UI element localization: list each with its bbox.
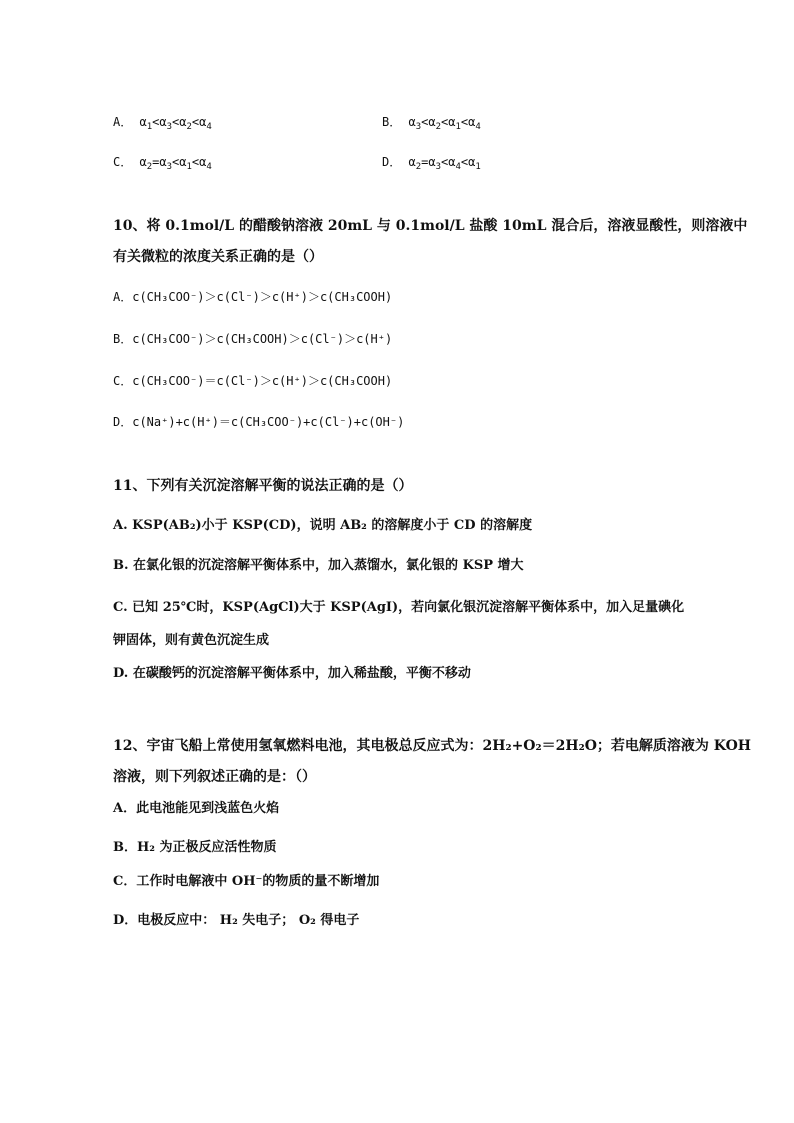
q12-option-b: B．H₂ 为正极反应活性物质 [113, 840, 277, 855]
q11-option-c-line2: 钾固体，则有黄色沉淀生成 [113, 633, 270, 648]
q12-option-a: A．此电池能见到浅蓝色火焰 [113, 801, 280, 816]
q9-option-b: B． $\alpha_3<\alpha_2<\alpha_1<\alpha_4$ [382, 115, 481, 132]
q10-option-c: C．c(CH₃COO⁻)＝c(Cl⁻)＞c(H⁺)＞c(CH₃COOH) [113, 374, 393, 388]
q10-stem-line2: 有关微粒的浓度关系正确的是（） [113, 249, 323, 265]
q11-option-b: B. 在氯化银的沉淀溶解平衡体系中，加入蒸馏水，氯化银的 KSP 增大 [113, 558, 524, 573]
q10-option-a: A．c(CH₃COO⁻)＞c(Cl⁻)＞c(H⁺)＞c(CH₃COOH) [113, 290, 393, 304]
q11-option-d: D. 在碳酸钙的沉淀溶解平衡体系中，加入稀盐酸，平衡不移动 [113, 666, 471, 681]
q12-stem-line2: 溶液，则下列叙述正确的是：（） [113, 769, 316, 785]
q9-option-a: A． $\alpha_1<\alpha_3<\alpha_2<\alpha_4$ [113, 115, 212, 132]
q12-option-d: D．电极反应中： H₂ 失电子； O₂ 得电子 [113, 913, 360, 928]
q11-option-a: A. KSP(AB₂)小于 KSP(CD)，说明 AB₂ 的溶解度小于 CD 的溶解度 [113, 518, 533, 533]
q11-stem: 11、下列有关沉淀溶解平衡的说法正确的是（） [113, 478, 413, 494]
q11-option-c-line1: C. 已知 25℃时，KSP(AgCl)大于 KSP(AgI)，若向氯化银沉淀溶解平衡体系中，加入足量碘化 [113, 600, 685, 615]
q9-option-d: D． $\alpha_2=\alpha_3<\alpha_4<\alpha_1$ [382, 155, 481, 172]
q10-option-d: D．c(Na⁺)+c(H⁺)＝c(CH₃COO⁻)+c(Cl⁻)+c(OH⁻) [113, 415, 405, 429]
q12-option-c: C．工作时电解液中 OH⁻的物质的量不断增加 [113, 874, 380, 889]
q9-option-c: C． $\alpha_2=\alpha_3<\alpha_1<\alpha_4$ [113, 155, 212, 172]
q10-option-b: B．c(CH₃COO⁻)＞c(CH₃COOH)＞c(Cl⁻)＞c(H⁺) [113, 332, 393, 346]
q10-stem-line1: 10、将 0.1mol/L 的醋酸钠溶液 20mL 与 0.1mol/L 盐酸 10mL 混合后，溶液显酸性，则溶液中 [113, 218, 748, 234]
q12-stem-line1: 12、宇宙飞船上常使用氢氧燃料电池，其电极总反应式为：2H₂+O₂＝2H₂O；若电解质溶液为 KOH [113, 738, 752, 754]
